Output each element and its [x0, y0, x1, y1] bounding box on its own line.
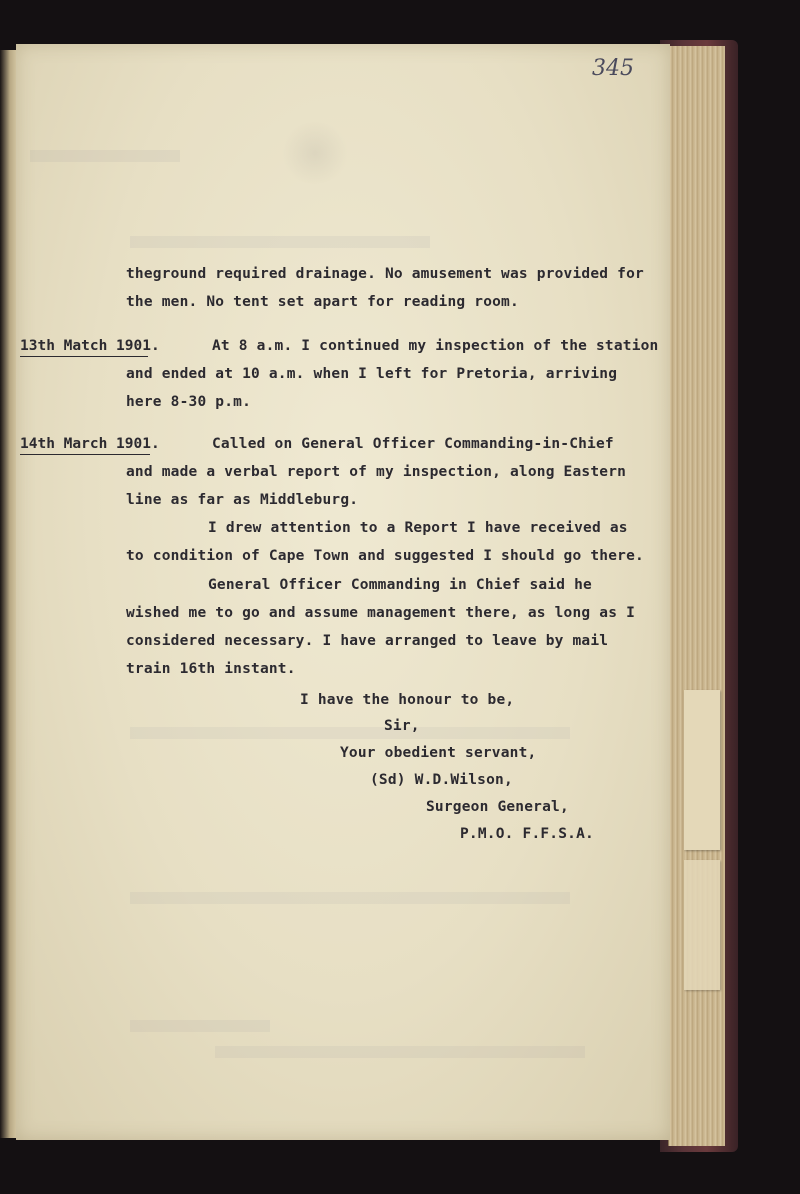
body-line: wished me to go and assume management there, as long as I — [126, 605, 635, 621]
show-through — [130, 892, 570, 904]
body-line: train 16th instant. — [126, 661, 296, 677]
page-number: 345 — [592, 56, 634, 81]
signature: (Sd) W.D.Wilson, — [370, 772, 513, 788]
body-line: considered necessary. I have arranged to leave by mail — [126, 633, 609, 649]
body-line: At 8 a.m. I continued my inspection of the station — [212, 338, 659, 354]
body-line: theground required drainage. No amusement was provided for — [126, 266, 644, 282]
body-line: General Officer Commanding in Chief said he — [208, 577, 592, 593]
embossed-stamp — [280, 122, 350, 184]
show-through — [130, 236, 430, 248]
closing-line: Your obedient servant, — [340, 745, 537, 761]
closing-salutation: Sir, — [384, 718, 420, 734]
body-line: and ended at 10 a.m. when I left for Pretoria, arriving — [126, 366, 618, 382]
body-line: the men. No tent set apart for reading room. — [126, 294, 519, 310]
closing-line: I have the honour to be, — [300, 692, 515, 708]
signatory-post: P.M.O. F.F.S.A. — [460, 826, 594, 842]
body-line: I drew attention to a Report I have received as — [208, 520, 628, 536]
body-line: Called on General Officer Commanding-in-Chief — [212, 436, 614, 452]
show-through — [130, 727, 570, 739]
body-line: and made a verbal report of my inspection, along Eastern — [126, 464, 627, 480]
body-line: line as far as Middleburg. — [126, 492, 359, 508]
paper-tab — [684, 690, 720, 850]
show-through — [215, 1046, 585, 1058]
show-through — [30, 150, 180, 162]
body-line: here 8-30 p.m. — [126, 394, 252, 410]
entry-date: 13th Match 1901. — [20, 338, 148, 357]
show-through — [130, 1020, 270, 1032]
signatory-title: Surgeon General, — [426, 799, 569, 815]
paper-tab — [684, 860, 720, 990]
entry-date: 14th March 1901. — [20, 436, 150, 455]
body-line: to condition of Cape Town and suggested I should go there. — [126, 548, 644, 564]
